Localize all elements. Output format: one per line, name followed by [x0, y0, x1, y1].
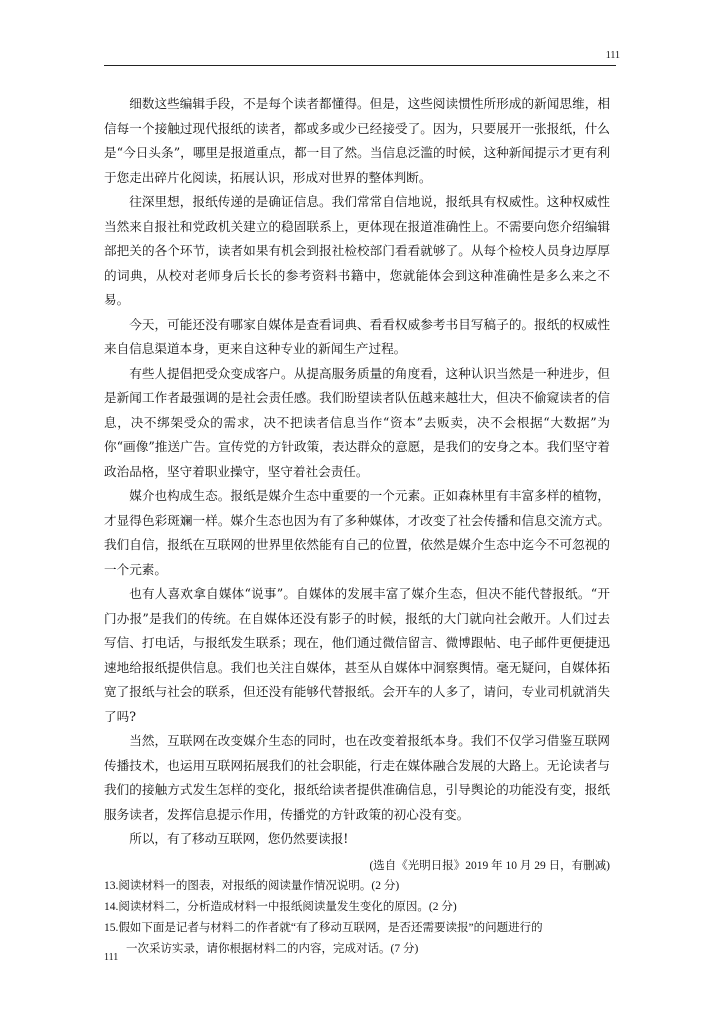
article-body: [104, 92, 610, 960]
paragraph: 往深里想，报纸传递的是确证信息。我们常常自信地说，报纸具有权威性。这种权威性当然来自报社和党政机关建立的稳固联系上，更体现在报道准确性上。不需要向您介绍编辑部把关的各个环节，读者如果有机会到报社检校部门看看就够了。从每个检校人员身边厚厚的词典，从校对老师身后长长的参考资料书籍中，您就能体会到这种准确性是多么来之不易。: [104, 194, 610, 307]
paragraph: 也有人喜欢拿自媒体“说事”。自媒体的发展丰富了媒介生态，但决不能代替报纸。“开门办报”是我们的传统。在自媒体还没有影子的时候，报纸的大门就向社会敞开。人们过去写信、打电话，与报纸发生联系；现在，他们通过微信留言、微博跟帖、电子邮件更便捷迅速地给报纸提供信息。我们也关注自媒体，甚至从自媒体中洞察舆情。毫无疑问，自媒体拓宽了报纸与社会的联系，但还没有能够代替报纸。会开车的人多了，请问，专业司机就消失了吗?: [104, 586, 610, 724]
footer-page-number: 111: [104, 952, 119, 963]
paragraph: 细数这些编辑手段，不是每个读者都懂得。但是，这些阅读惯性所形成的新闻思维，相信每一个接触过现代报纸的读者，都或多或少已经接受了。因为，只要展开一张报纸，什么是“今日头条”，哪里是报道重点，都一目了然。当信息泛滥的时候，这种新闻提示才更有利于您走出碎片化阅读，拓展认识，形成对世界的整体判断。: [104, 96, 610, 185]
paragraph: 有些人提倡把受众变成客户。从提高服务质量的角度看，这种认识当然是一种进步，但是新闻工作者最强调的是社会责任感。我们盼望读者队伍越来越壮大，但决不偷窥读者的信息，决不绑架受众的需求，决不把读者信息当作“资本”去贩卖，决不会根据“大数据”为你“画像”推送广告。宣传党的方针政策，表达群众的意愿，是我们的安身之本。我们坚守着政治品格，坚守着职业操守，坚守着社会责任。: [104, 365, 610, 479]
header-rule: [104, 65, 616, 66]
paragraph: 所以，有了移动互联网，您仍然要读报!: [129, 831, 349, 846]
question-15-continuation: 一次采访实录，请你根据材料二的内容，完成对话。(7 分): [126, 942, 419, 955]
question-15: 15.假如下面是记者与材料二的作者就“有了移动互联网，是否还需要读报”的问题进行的: [104, 921, 543, 934]
paragraph: 媒介也构成生态。报纸是媒介生态中重要的一个元素。正如森林里有丰富多样的植物，才显得色彩斑斓一样。媒介生态也因为有了多种媒体，才改变了社会传播和信息交流方式。我们自信，报纸在互联网的世界里依然能有自己的位置，依然是媒介生态中迄今不可忽视的一个元素。: [104, 488, 610, 577]
question-13: 13.阅读材料一的图表，对报纸的阅读量作情况说明。(2 分): [104, 879, 400, 892]
source-citation: (选自《光明日报》2019 年 10 月 29 日，有删减): [369, 859, 610, 872]
question-14: 14.阅读材料二，分析造成材料一中报纸阅读量发生变化的原因。(2 分): [104, 900, 457, 913]
header-page-number: 111: [605, 50, 620, 61]
paragraph: 今天，可能还没有哪家自媒体是查看词典、看看权威参考书目写稿子的。报纸的权威性来自信息渠道本身，更来自这种专业的新闻生产过程。: [104, 316, 610, 356]
paragraph: 当然，互联网在改变媒介生态的同时，也在改变着报纸本身。我们不仅学习借鉴互联网传播技术，也运用互联网拓展我们的社会职能，行走在媒体融合发展的大路上。无论读者与我们的接触方式发生怎样的变化，报纸给读者提供准确信息，引导舆论的功能没有变，报纸服务读者，发挥信息提示作用，传播党的方针政策的初心没有变。: [104, 733, 610, 822]
